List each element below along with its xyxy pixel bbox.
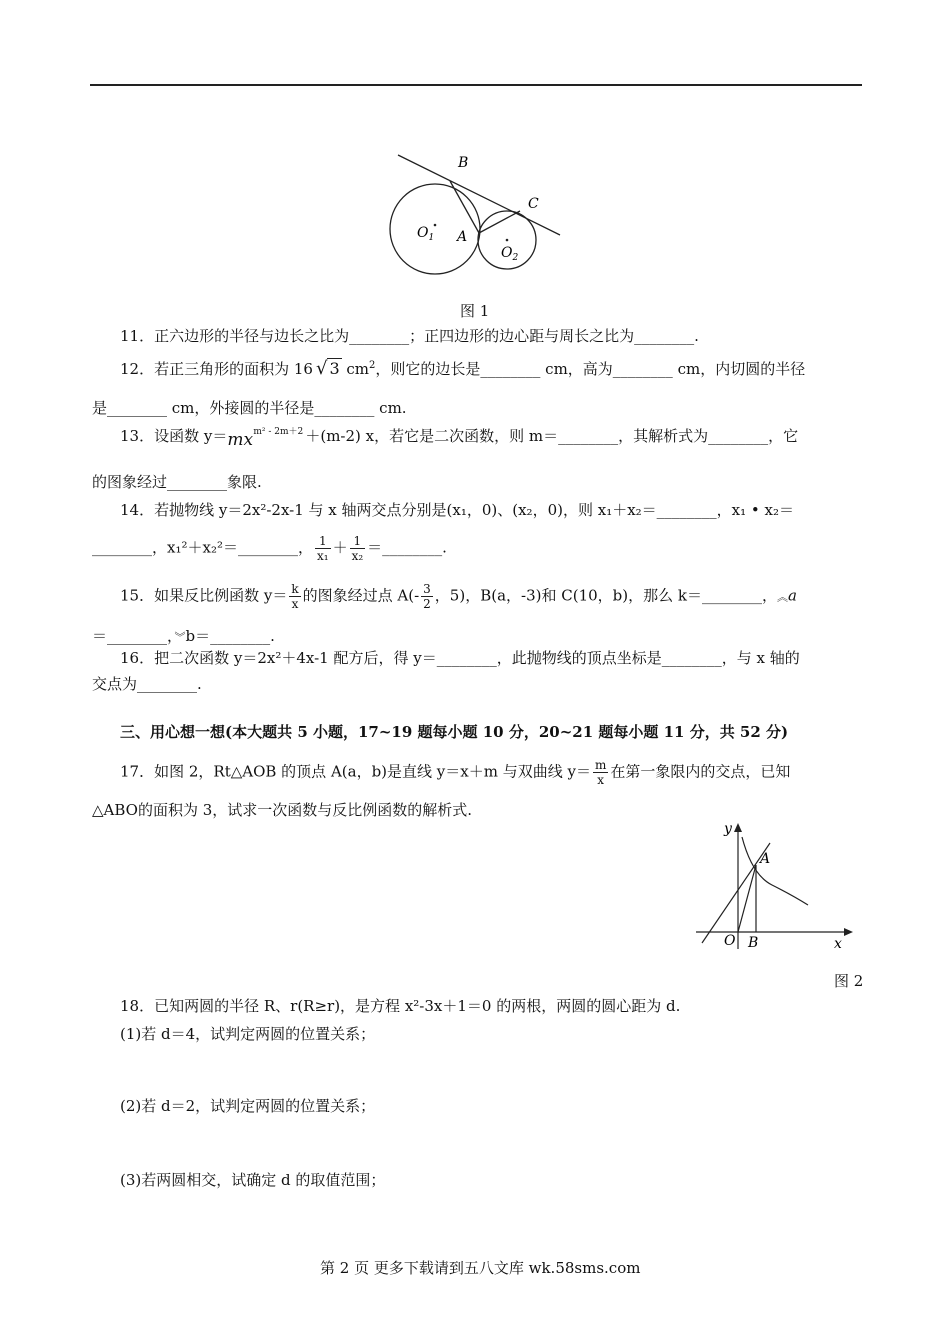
label-a: A [457,229,468,245]
q12-unit-sup: 2 [369,360,376,371]
question-14: 14．若抛物线 y＝2x²-2x-1 与 x 轴两交点分别是(x₁，0)、(x₂，0)，则 x₁＋x₂＝________，x₁ • x₂＝ [120,501,795,519]
frac-1-over-x1: $\frac{1}{\text{x₁}}$ [316,534,329,563]
figure-1-caption: 图 1 [460,302,490,320]
question-15-line2 [92,626,275,648]
hyperbola [742,837,808,905]
frac-m-over-x: $\frac{m}{x}$ [594,758,607,787]
section-3-heading: 三、用心想一想(本大题共 5 小题，17~19 题每小题 10 分，20~21 题每小题 11 分，共 52 分) [120,723,789,741]
label-b: B [748,935,759,951]
frac-k-over-x: $\frac{k}{x}$ [291,582,299,611]
question-18: 18．已知两圆的半径 R、r(R≥r)，是方程 x²-3x＋1＝0 的两根，两圆的圆心距为 d. [120,997,681,1015]
q17-pre: 17．如图 2，Rt△AOB 的顶点 A(a，b)是直线 y＝x＋m 与双曲线 y＝ [120,762,591,781]
label-a: A [760,851,771,867]
page-footer: 第 2 页 更多下载请到五八文库 wk.58sms.com [320,1259,641,1277]
q14-pre2: ________，x₁²＋x₂²＝________， [92,538,313,557]
question-13-line2: 的图象经过________象限. [92,473,262,491]
segment-ac [479,211,520,233]
q15-post: ，5)，B(a，-3)和 C(10，b)，那么 k＝________， [434,586,777,605]
q15-b: b＝________. [185,627,275,645]
label-y: y [724,821,732,837]
q14-post2: ＝________. [367,538,447,557]
q15-sym2: ︾ [174,631,186,644]
label-o2: $O_2$ [501,245,519,263]
q12-post: ，则它的边长是________ cm，高为________ cm，内切圆的半径 [375,360,806,378]
q12-unit: cm [341,360,370,378]
question-16: 16．把二次函数 y＝2x²＋4x-1 配方后，得 y＝________，此抛物线的顶点坐标是________，与 x 轴的 [120,649,800,667]
question-15 [120,582,797,611]
q15-pre: 15．如果反比例函数 y＝ [120,586,288,605]
q17-post: 在第一象限内的交点，已知 [610,762,791,781]
question-12-line2: 是________ cm，外接圆的半径是________ cm. [92,399,407,417]
q15-a: a [787,586,797,605]
header-rule [90,84,862,86]
question-18-part2: (2)若 d＝2，试判定两圆的位置关系； [120,1097,376,1115]
label-c: C [528,196,539,212]
label-x: x [834,936,842,952]
q12-pre: 12．若正三角形的面积为 16 [120,360,313,378]
segment-ao [738,865,756,932]
figure-1 [380,145,570,280]
q13-pre: 13．设函数 y＝ [120,427,228,445]
question-17 [120,758,790,787]
question-12 [120,356,805,379]
label-b: B [458,155,469,171]
question-18-part3: (3)若两圆相交，试确定 d 的取值范围； [120,1171,386,1189]
x-axis-arrow [844,928,853,936]
figure-2 [690,815,860,955]
label-o1: $O_1$ [417,225,435,243]
sqrt-3: √ 3 [315,358,340,379]
question-11: 11．正六边形的半径与边长之比为________；正四边形的边心距与周长之比为________. [120,327,699,345]
q15-sym1: ︽ [776,590,788,604]
q15-line2: ＝________， [92,627,175,645]
question-14-line2 [92,534,447,563]
center-o1-dot [434,224,437,227]
question-18-part1: (1)若 d＝4，试判定两圆的位置关系； [120,1025,376,1043]
label-o: O [724,933,736,949]
y-axis-arrow [734,823,742,832]
frac-1-over-x2: $\frac{1}{\text{x₂}}$ [351,534,364,563]
q13-power: mx m² - 2m＋2 [227,427,304,450]
question-13 [120,426,799,450]
q13-post: ＋(m-2) x，若它是二次函数，则 m＝________，其解析式为________，它 [305,427,799,445]
center-o2-dot [506,239,509,242]
q15-mid: 的图象经过点 A(- [302,586,420,605]
figure-2-caption: 图 2 [834,972,864,990]
q14-plus: ＋ [332,538,348,557]
question-16-line2: 交点为________. [92,675,202,693]
question-17-line2: △ABO的面积为 3，试求一次函数与反比例函数的解析式. [92,801,473,819]
frac-3-over-2: $\frac{3}{2}$ [423,582,431,611]
